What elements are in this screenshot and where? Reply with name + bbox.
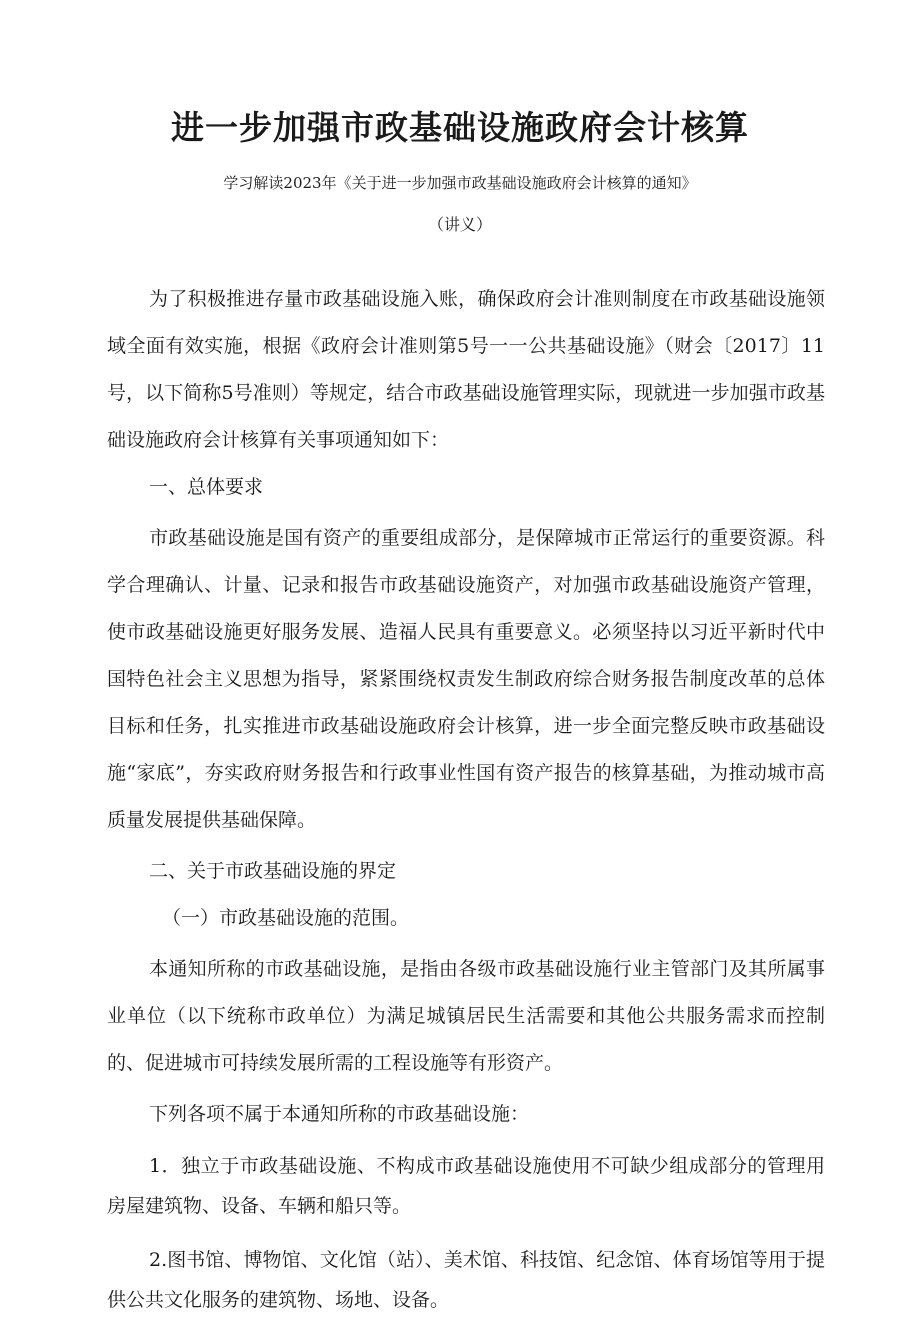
intro-paragraph: 为了积极推进存量市政基础设施入账，确保政府会计准则制度在市政基础设施领域全面有效实施，根据《政府会计准则第5号一一公共基础设施》（财会〔2017〕11号，以下简称5号准则）等规定，结合市政基础设施管理实际，现就进一步加强市政基础设施政府会计核算有关事项通知如下： <box>107 288 825 451</box>
subsection-heading: （一）市政基础设施的范围。 <box>162 907 410 929</box>
body-paragraph: 市政基础设施是国有资产的重要组成部分，是保障城市正常运行的重要资源。科学合理确认、计量、记录和报告市政基础设施资产，对加强市政基础设施资产管理，使市政基础设施更好服务发展、造福人民具有重要意义。必须坚持以习近平新时代中国特色社会主义思想为指导，紧紧围绕权责发生制政府综合财务报告制度改革的总体目标和任务，扎实推进市政基础设施政府会计核算，进一步全面完整反映市政基础设施“家底”，夯实政府财务报告和行政事业性国有资产报告的核算基础，为推动城市高质量发展提供基础保障。 <box>107 527 825 831</box>
body-paragraph: 本通知所称的市政基础设施，是指由各级市政基础设施行业主管部门及其所属事业单位（以下统称市政单位）为满足城镇居民生活需要和其他公共服务需求而控制的、促进城市可持续发展所需的工程设施等有形资产。 <box>107 958 825 1074</box>
section-heading: 一、总体要求 <box>149 476 264 498</box>
document-body <box>107 276 825 1320</box>
document-note: （讲义） <box>427 215 492 234</box>
section-heading: 二、关于市政基础设施的界定 <box>149 860 397 882</box>
document-title: 进一步加强市政基础设施政府会计核算 <box>171 108 749 147</box>
document-subtitle: 学习解读2023年《关于进一步加强市政基础设施政府会计核算的通知》 <box>223 174 697 192</box>
body-paragraph: 下列各项不属于本通知所称的市政基础设施： <box>149 1103 530 1125</box>
list-item: 1．独立于市政基础设施、不构成市政基础设施使用不可缺少组成部分的管理用房屋建筑物、设备、车辆和船只等。 <box>107 1155 825 1217</box>
list-item: 2.图书馆、博物馆、文化馆（站）、美术馆、科技馆、纪念馆、体育场馆等用于提供公共文化服务的建筑物、场地、设备。 <box>107 1249 825 1311</box>
